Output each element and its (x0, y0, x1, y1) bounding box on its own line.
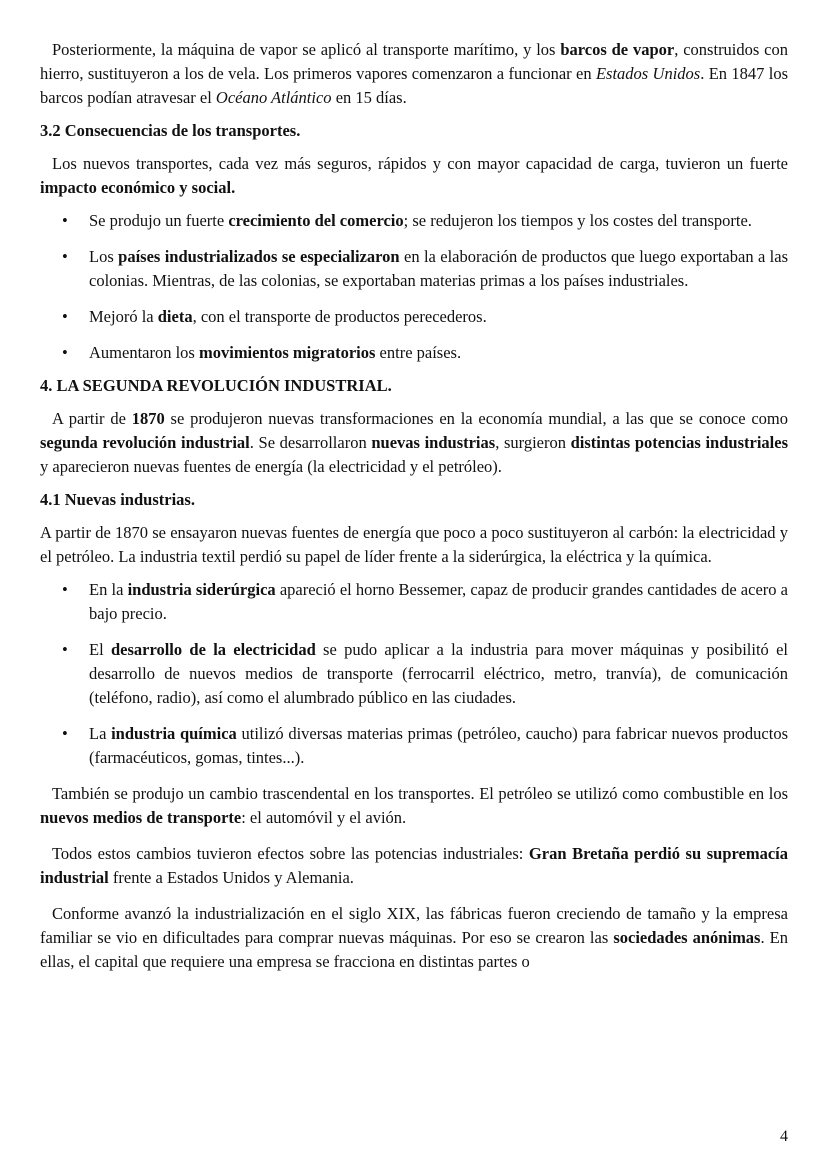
bold-term: industria química (111, 724, 237, 743)
text: . Se desarrollaron (249, 433, 372, 452)
bold-term: desarrollo de la electricidad (110, 640, 316, 659)
text: en 15 días. (331, 88, 407, 107)
text: La (89, 724, 112, 743)
text: También se produjo un cambio trascendental en los transportes. El petróleo se utilizó como combustible en los (52, 784, 788, 803)
text: Aumentaron los (89, 343, 199, 362)
bold-term: 1870 (131, 409, 165, 428)
list-item (40, 209, 788, 233)
text: El (89, 640, 111, 659)
bold-term: crecimiento del comercio (228, 211, 404, 230)
list-item (40, 305, 788, 329)
text: se pudo aplicar a la industria para mover máquinas y posibilitó el desarrollo de nuevos medios de transporte (ferrocarril eléctrico, metro, tranvía), de comunicación (teléfono, radio), así como el alumbrado público en las ciudades. (89, 640, 788, 707)
text: . En ellas, el capital que requiere una empresa se fracciona en distintas partes o (40, 928, 788, 971)
list-item (40, 722, 788, 770)
paragraph-corporations (40, 902, 788, 974)
bullet-icon: • (62, 211, 68, 230)
text: en la elaboración de productos que luego exportaban a las colonias. Mientras, de las colonias, se exportaban materias primas a los países industriales. (89, 247, 789, 290)
text: Todos estos cambios tuvieron efectos sobre las potencias industriales: (52, 844, 529, 863)
bullet-icon: • (62, 307, 68, 326)
text: A partir de (52, 409, 132, 428)
text: Se produjo un fuerte (89, 211, 229, 230)
bold-term: barcos de vapor (560, 40, 675, 59)
italic-term: Océano Atlántico (215, 88, 332, 107)
text: , surgieron (495, 433, 571, 452)
bullet-icon: • (62, 247, 68, 266)
text: entre países. (375, 343, 462, 362)
heading-4-1: 4.1 Nuevas industrias. (40, 490, 195, 509)
bold-term: dieta (157, 307, 193, 326)
list-item (40, 245, 788, 293)
text: apareció el horno Bessemer, capaz de producir grandes cantidades de acero a bajo precio. (89, 580, 788, 623)
text: , construidos con hierro, sustituyeron a los de vela. Los primeros vapores comenzaron a funcionar en (40, 40, 789, 83)
heading-4: 4. LA SEGUNDA REVOLUCIÓN INDUSTRIAL. (40, 376, 392, 395)
paragraph-second-revolution (40, 407, 788, 479)
text: : el automóvil y el avión. (241, 808, 407, 827)
paragraph-new-energy: A partir de 1870 se ensayaron nuevas fuentes de energía que poco a poco sustituyeron al carbón: la electricidad y el petróleo. La industria textil perdió su papel de líder frente a la siderúrgica, la eléctrica y la química. (40, 523, 788, 566)
bold-term: movimientos migratorios (198, 343, 376, 362)
bold-term: nuevos medios de transporte (40, 808, 242, 827)
bold-term: sociedades anónimas (613, 928, 761, 947)
bold-term: industria siderúrgica (127, 580, 276, 599)
bullet-icon: • (62, 580, 68, 599)
bullet-icon: • (62, 640, 68, 659)
list-item (40, 578, 788, 626)
paragraph-transport-impact (40, 152, 788, 200)
list-new-industries (40, 578, 788, 770)
heading-3-2: 3.2 Consecuencias de los transportes. (40, 121, 301, 140)
bold-term: Gran Bretaña perdió su supremacía industrial (40, 844, 788, 887)
bold-term: impacto económico y social. (40, 178, 236, 197)
text: , con el transporte de productos perecederos. (192, 307, 487, 326)
text: Los (89, 247, 119, 266)
bold-term: nuevas industrias (371, 433, 496, 452)
bold-term: países industrializados se especializaron (118, 247, 400, 266)
text: utilizó diversas materias primas (petróleo, caucho) para fabricar nuevos productos (farmacéuticos, gomas, tintes...). (89, 724, 789, 767)
paragraph-transport-change (40, 782, 788, 830)
text: En la (89, 580, 128, 599)
text: frente a Estados Unidos y Alemania. (108, 868, 354, 887)
paragraph-steamships (40, 38, 788, 110)
bullet-icon: • (62, 724, 68, 743)
italic-term: Estados Unidos (595, 64, 701, 83)
bold-term: distintas potencias industriales (570, 433, 788, 452)
paragraph-industrial-powers (40, 842, 788, 890)
bold-term: segunda revolución industrial (40, 433, 250, 452)
bullet-icon: • (62, 343, 68, 362)
text: Mejoró la (89, 307, 158, 326)
text: . En 1847 los barcos podían atravesar el (40, 64, 788, 107)
list-item (40, 341, 788, 365)
text: se produjeron nuevas transformaciones en la economía mundial, a las que se conoce como (164, 409, 788, 428)
document-page (40, 38, 788, 974)
list-consequences (40, 209, 788, 365)
text: Posteriormente, la máquina de vapor se aplicó al transporte marítimo, y los (52, 40, 561, 59)
list-item (40, 638, 788, 710)
page-number: 4 (780, 1128, 788, 1145)
text: Conforme avanzó la industrialización en el siglo XIX, las fábricas fueron creciendo de tamaño y la empresa familiar se vio en dificultades para comprar nuevas máquinas. Por eso se crearon las (40, 904, 788, 947)
text: y aparecieron nuevas fuentes de energía (la electricidad y el petróleo). (40, 457, 502, 476)
text: ; se redujeron los tiempos y los costes del transporte. (403, 211, 752, 230)
text: Los nuevos transportes, cada vez más seguros, rápidos y con mayor capacidad de carga, tuvieron un fuerte (52, 154, 788, 173)
